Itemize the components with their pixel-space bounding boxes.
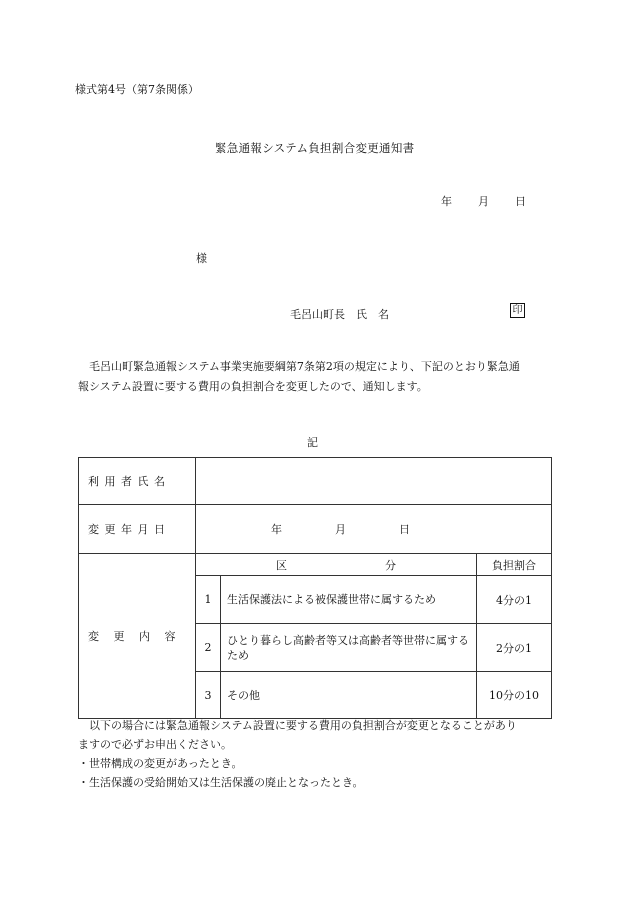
issuer-name: 毛呂山町長 氏 名: [290, 308, 389, 321]
body-paragraph: [78, 357, 558, 397]
issue-date: [441, 193, 526, 209]
notes-line-1: 以下の場合には緊急通報システム設置に要する費用の負担割合が変更となることがあり: [78, 719, 517, 732]
change-date-year: 年: [271, 523, 282, 536]
notes: [78, 716, 558, 792]
change-date-label: 変 更 年 月 日: [79, 505, 196, 554]
form-number: 様式第4号（第7条関係）: [75, 83, 199, 96]
user-name-label: 利 用 者 氏 名: [79, 458, 196, 505]
seal-stamp: [510, 303, 525, 318]
row-ratio: 10分の10: [477, 672, 552, 719]
change-table: [78, 457, 552, 719]
issue-date-year: 年: [441, 195, 452, 208]
category-header-2: 分: [385, 558, 396, 572]
body-line-1: 毛呂山町緊急通報システム事業実施要綱第7条第2項の規定により、下記のとおり緊急通: [78, 360, 520, 373]
seal-label: 印: [512, 305, 523, 316]
ki-heading: 記: [307, 436, 318, 449]
table-row-date: [79, 505, 552, 554]
category-header-1: 区: [276, 558, 287, 572]
notes-bullet-2: ・生活保護の受給開始又は生活保護の廃止となったとき。: [78, 776, 364, 789]
notes-line-2: ますので必ずお申出ください。: [78, 738, 232, 751]
row-ratio: 4分の1: [477, 576, 552, 624]
issue-date-month: 月: [478, 195, 489, 208]
row-number: 2: [196, 624, 221, 672]
notes-bullet-1: ・世帯構成の変更があったとき。: [78, 757, 243, 770]
change-content-label: 変 更 内 容: [79, 554, 196, 719]
row-number: 3: [196, 672, 221, 719]
row-ratio: 2分の1: [477, 624, 552, 672]
ratio-header: 負担割合: [477, 554, 552, 576]
table-row-user: [79, 458, 552, 505]
row-reason: その他: [221, 672, 477, 719]
addressee-suffix: 様: [196, 252, 207, 265]
row-reason: ひとり暮らし高齢者等又は高齢者等世帯に属するため: [221, 624, 477, 672]
user-name-value[interactable]: [196, 458, 552, 505]
document-title: 緊急通報システム負担割合変更通知書: [215, 141, 415, 155]
row-reason: 生活保護法による被保護世帯に属するため: [221, 576, 477, 624]
table-row-header: [79, 554, 552, 576]
body-line-2: 報システム設置に要する費用の負担割合を変更したので、通知します。: [78, 380, 428, 393]
row-number: 1: [196, 576, 221, 624]
change-date-month: 月: [335, 523, 346, 536]
change-date-value[interactable]: [196, 505, 552, 554]
issue-date-day: 日: [515, 195, 526, 208]
change-date-day: 日: [399, 523, 410, 536]
category-header: [196, 554, 477, 576]
